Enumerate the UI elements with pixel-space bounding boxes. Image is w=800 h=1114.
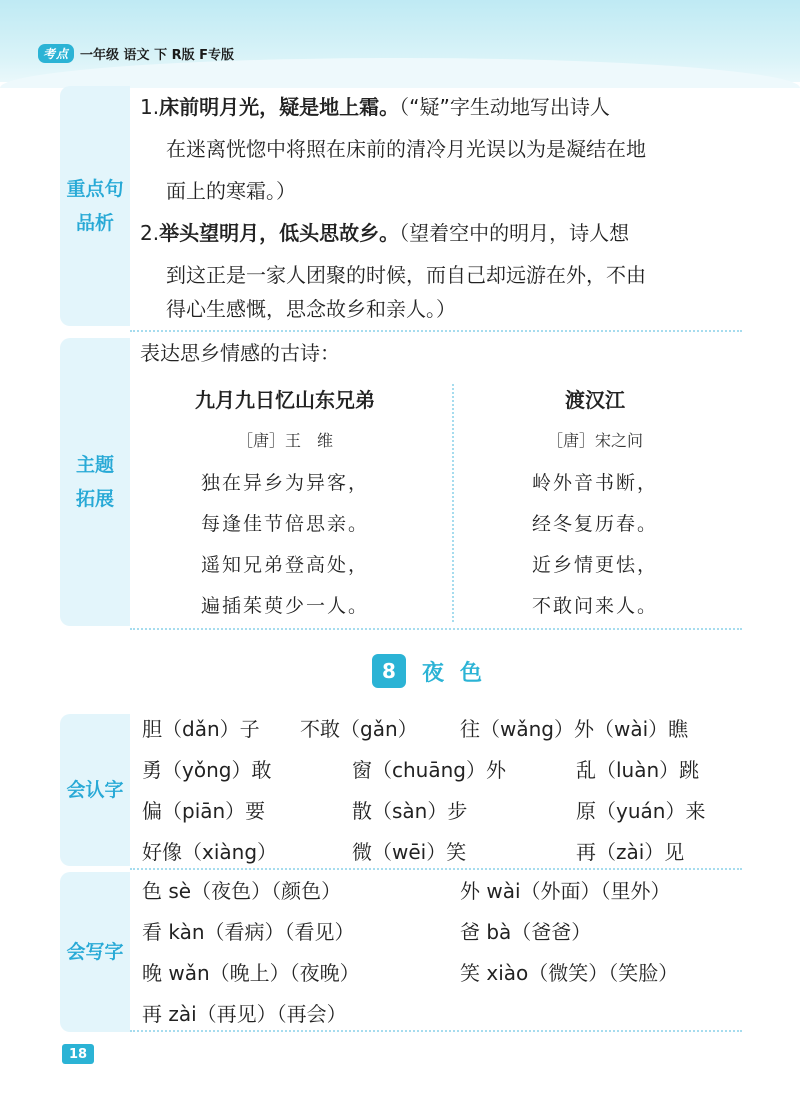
recognize-item: 偏（piān）要 [142,799,266,823]
section-label-theme: 主题 拓展 [60,338,130,626]
recognize-item: 原（yuán）来 [576,799,706,823]
divider [130,868,742,870]
write-item: 再 zài（再见）（再会） [142,1002,347,1026]
sentence-1-line-3: 面上的寒霜。） [166,179,296,203]
recognize-item: 微（wēi）笑 [352,840,467,864]
book-title: 一年级 语文 下 R版 F专版 [80,48,235,63]
poem-2-author: ［唐］宋之问 [546,431,643,450]
write-item: 色 sè（夜色）（颜色） [142,879,342,903]
poem-1-line: 遥知兄弟登高处， [200,554,369,576]
recognize-item: 不敢（gǎn） [300,717,418,741]
poem-1-title: 九月九日忆山东兄弟 [195,388,375,412]
poem-1-line: 每逢佳节倍思亲。 [200,513,369,535]
recognize-item: 再（zài）见 [576,840,685,864]
recognize-item: 勇（yǒng）敢 [142,758,272,782]
poem-1-line: 遍插茱萸少一人。 [200,595,369,617]
sentence-2-line-2: 到这正是一家人团聚的时候，而自己却远游在外，不由 [166,263,646,287]
theme-intro: 表达思乡情感的古诗： [140,341,340,365]
lesson-title [372,654,498,688]
poem-2-line: 经冬复历春。 [531,513,658,535]
page-header [38,44,234,63]
recognize-item: 往（wǎng）外（wài）瞧 [460,717,689,741]
poem-2-line: 不敢问来人。 [531,595,658,617]
poem-1-line: 独在异乡为异客， [200,472,369,494]
recognize-item: 散（sàn）步 [352,799,468,823]
poem-2-line: 近乡情更怯， [531,554,658,576]
write-item: 晚 wǎn（晚上）（夜晚） [142,961,360,985]
divider [130,628,742,630]
recognize-item: 好像（xiàng） [142,840,278,864]
poem-1-author: ［唐］王 维 [236,431,333,450]
write-item: 爸 bà（爸爸） [460,920,592,944]
section-label-key-sentences: 重点句 品析 [60,86,130,326]
recognize-item: 乱（luàn）跳 [576,758,700,782]
write-item: 笑 xiào（微笑）（笑脸） [460,961,679,985]
poem-2-line: 岭外音书断， [531,472,658,494]
lesson-name: 夜色 [422,660,499,686]
divider [130,1030,742,1032]
sentence-1-line-1: 1.床前明月光，疑是地上霜。（“疑”字生动地写出诗人 [140,95,610,119]
sentence-2-line-3: 得心生感慨，思念故乡和亲人。） [166,297,456,321]
recognize-item: 窗（chuāng）外 [352,758,506,782]
section-label-recognize: 会认字 [60,714,130,866]
section-label-write: 会写字 [60,872,130,1032]
poem-2-title: 渡汉江 [565,388,625,412]
lesson-number: 8 [372,654,406,688]
poem-divider [452,384,454,622]
top-banner [0,0,800,82]
write-item: 外 wài（外面）（里外） [460,879,671,903]
sentence-1-line-2: 在迷离恍惚中将照在床前的清冷月光误以为是凝结在地 [166,137,646,161]
page-number: 18 [62,1044,94,1064]
sentence-2-line-1: 2.举头望明月，低头思故乡。（望着空中的明月，诗人想 [140,221,630,245]
brand-logo: 考点 [38,44,74,63]
write-item: 看 kàn（看病）（看见） [142,920,355,944]
recognize-item: 胆（dǎn）子 [142,717,260,741]
